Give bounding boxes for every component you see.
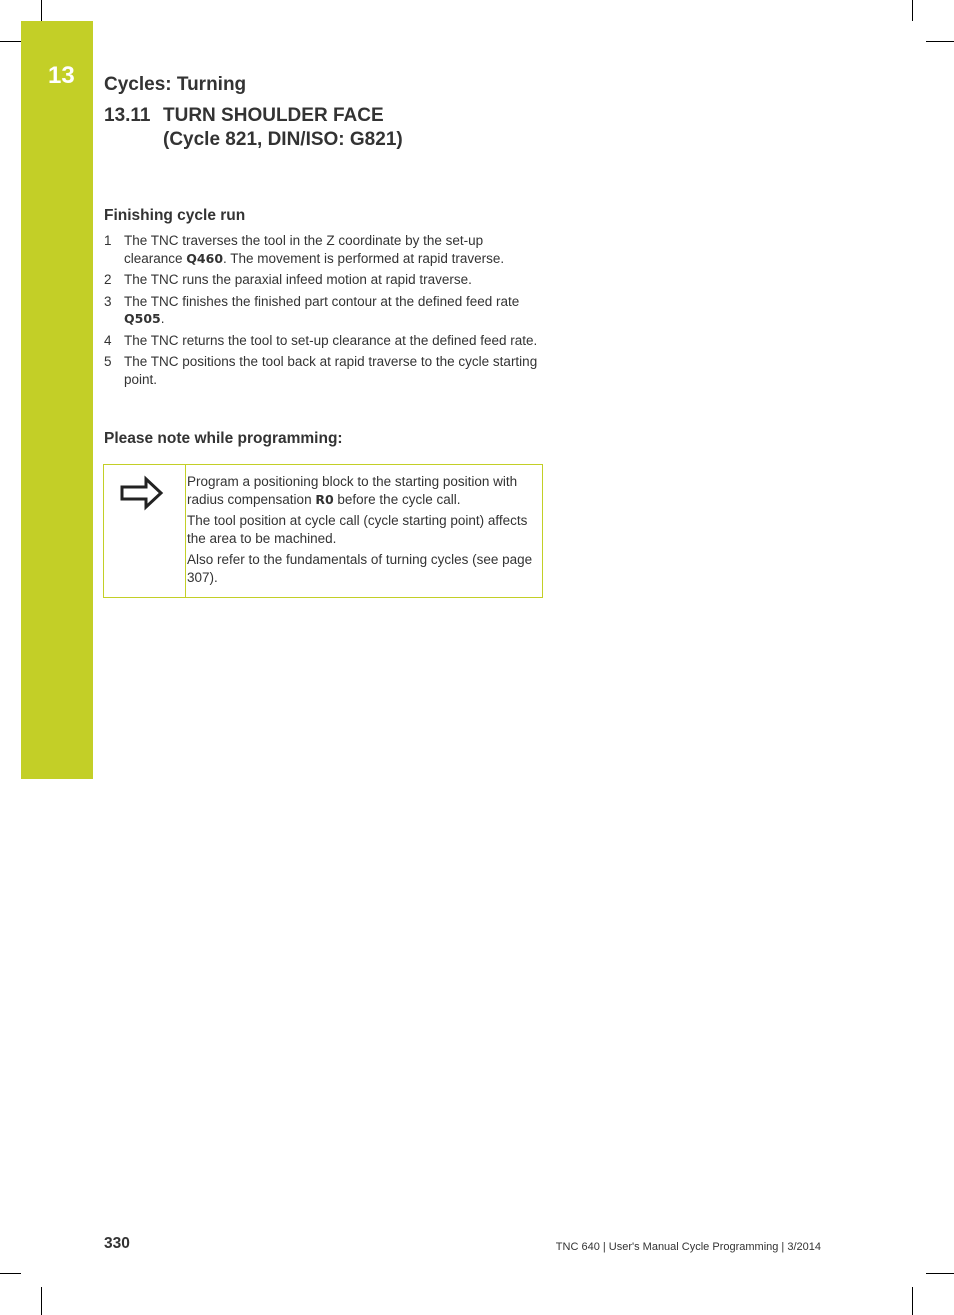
crop-mark: [912, 1287, 913, 1315]
step-text-end: . The movement is performed at rapid traverse.: [223, 250, 505, 266]
crop-mark: [926, 41, 954, 42]
step-number: 5: [104, 354, 112, 369]
step-number: 4: [104, 332, 112, 348]
crop-mark: [912, 0, 913, 21]
step-item: [104, 293, 544, 328]
step-code: Q460: [186, 250, 224, 266]
step-text: The TNC positions the tool back at rapid traverse to the cycle starting point.: [124, 354, 538, 387]
chapter-title: Cycles: Turning: [104, 74, 247, 95]
crop-mark: [41, 0, 42, 21]
footer-text: TNC 640 | User's Manual Cycle Programming | 3/2014: [555, 1241, 821, 1253]
step-item: [104, 353, 544, 388]
finishing-steps: [104, 232, 544, 392]
section-title-line1: TURN SHOULDER FACE: [163, 105, 384, 126]
step-number: 2: [104, 272, 112, 287]
crop-mark: [41, 1287, 42, 1315]
crop-mark: [926, 1273, 954, 1274]
step-number: 3: [104, 293, 112, 309]
page-number: 330: [104, 1235, 130, 1252]
step-item: [104, 232, 544, 267]
note-paragraph: [187, 473, 537, 508]
section-number: 13.11: [104, 105, 151, 126]
step-text: The TNC returns the tool to set-up clearance at the defined feed rate.: [124, 332, 538, 348]
finishing-heading: Finishing cycle run: [104, 207, 246, 224]
step-text: The TNC runs the paraxial infeed motion at rapid traverse.: [124, 272, 472, 287]
step-item: [104, 271, 544, 289]
step-code: Q505: [124, 311, 161, 326]
note-box: [103, 464, 543, 598]
crop-mark: [0, 41, 21, 42]
arrow-right-icon: [120, 475, 164, 511]
step-item: [104, 332, 544, 350]
note-text: [187, 473, 537, 590]
note-text-part: Program a positioning block to the starting position with radius compensation: [187, 474, 518, 507]
chapter-tab: [21, 21, 93, 779]
step-text-end: .: [160, 311, 165, 326]
section-title: [104, 104, 403, 152]
step-text: The TNC finishes the finished part contour at the defined feed rate: [124, 293, 520, 309]
programming-heading: Please note while programming:: [104, 430, 343, 447]
note-paragraph: Also refer to the fundamentals of turning cycles (see page 307).: [187, 552, 533, 585]
chapter-number: 13: [48, 62, 75, 89]
note-paragraph: The tool position at cycle call (cycle starting point) affects the area to be machined.: [187, 513, 528, 546]
step-number: 1: [104, 233, 112, 248]
step-text: The TNC traverses the tool in the Z coordinate by the set-up clearance: [124, 233, 484, 266]
note-divider: [185, 465, 186, 597]
section-title-line2: (Cycle 821, DIN/ISO: G821): [163, 129, 403, 150]
crop-mark: [0, 1273, 21, 1274]
note-text-part: before the cycle call.: [333, 491, 461, 507]
note-code: R0: [315, 491, 334, 507]
